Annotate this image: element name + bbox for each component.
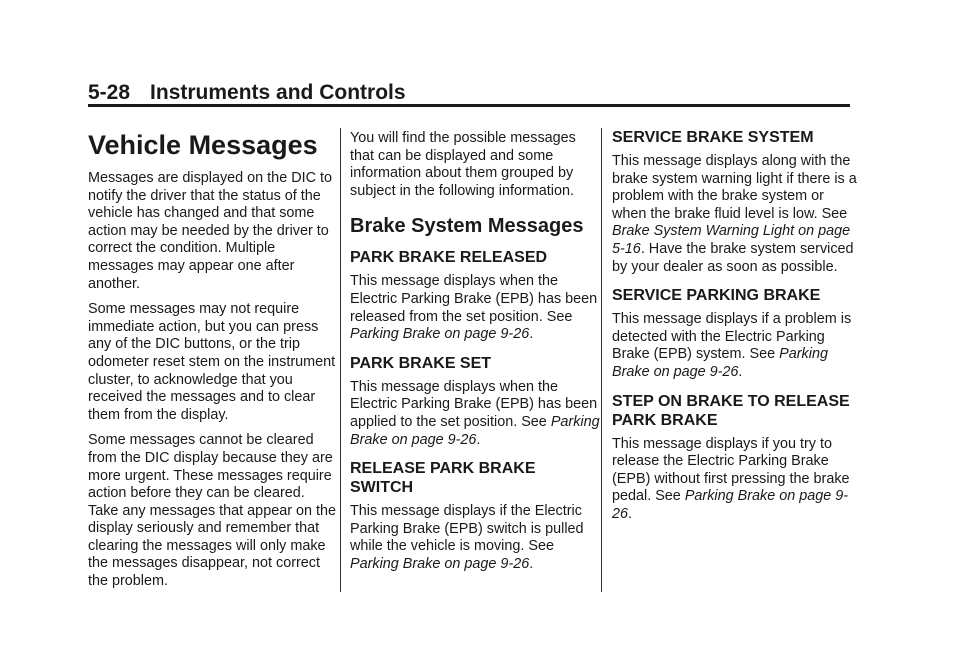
message-heading: PARK BRAKE RELEASED [350,249,548,267]
cross-reference: Parking Brake on page 9-26 [350,555,530,572]
section-title: Instruments and Controls [150,81,406,104]
paragraph: You will find the possible messages that can be displayed and some information about them grouped by subject in the following information. [350,130,576,199]
message-description: This message displays along with the brake system warning light if there is a problem with the brake system or when the brake fluid level is low. See Brake System Warning Light on page 5-16. Have the brake system serviced by your dealer as soon as possible. [612,153,857,275]
page-header [88,80,850,106]
column-1 [88,128,338,599]
cross-reference: Parking Brake on page 9-26 [350,413,600,448]
message-heading: PARK BRAKE SET [350,354,492,372]
message-description: This message displays if the Electric Parking Brake (EPB) switch is pulled while the vehicle is moving. See Parking Brake on page 9-26. [350,503,584,572]
cross-reference: Parking Brake on page 9-26 [612,346,828,380]
page-number: 5-28 [88,81,131,104]
header-rule [88,104,850,107]
column-3 [612,128,862,532]
message-heading: SERVICE BRAKE SYSTEM [612,129,814,146]
column-2 [350,130,600,582]
cross-reference: Parking Brake on page 9-26 [612,488,849,522]
brake-system-messages-title: Brake System Messages [350,215,584,238]
message-description: This message displays if you try to release the Electric Parking Brake (EPB) without first pressing the brake pedal. See Parking Brake on page 9-26. [612,435,850,522]
message-heading: RELEASE PARK BRAKE SWITCH [350,460,536,497]
column-divider [340,128,341,592]
cross-reference: Parking Brake on page 9-26 [350,326,530,343]
paragraph: Messages are displayed on the DIC to notify the driver that the status of the vehicle has changed and that some action may be needed by the driver to correct the condition. Multiple messages may appear one after another. [88,170,332,292]
vehicle-messages-title: Vehicle Messages [88,130,318,160]
column-divider [601,128,602,592]
message-heading: SERVICE PARKING BRAKE [612,287,821,305]
message-description: This message displays if a problem is detected with the Electric Parking Brake (EPB) system. See Parking Brake on page 9-26. [612,311,852,380]
message-description: This message displays when the Electric Parking Brake (EPB) has been applied to the set position. See Parking Brake on page 9-26. [350,378,600,448]
message-heading: STEP ON BRAKE TO RELEASE PARK BRAKE [612,392,850,429]
message-description: This message displays when the Electric Parking Brake (EPB) has been released from the set position. See Parking Brake on page 9-26. [350,273,598,343]
paragraph: Some messages cannot be cleared from the DIC display because they are more urgent. These messages require action before they can be cleared. Take any messages that appear on the display seriously and remember that clearing the messages will only make the messages disappear, not correct the problem. [88,432,336,590]
cross-reference: Brake System Warning Light on page 5-16 [612,223,851,257]
paragraph: Some messages may not require immediate action, but you can press any of the DIC buttons, or the trip odometer reset stem on the instrument cluster, to acknowledge that you received the messages and to clear them from the display. [88,301,336,423]
